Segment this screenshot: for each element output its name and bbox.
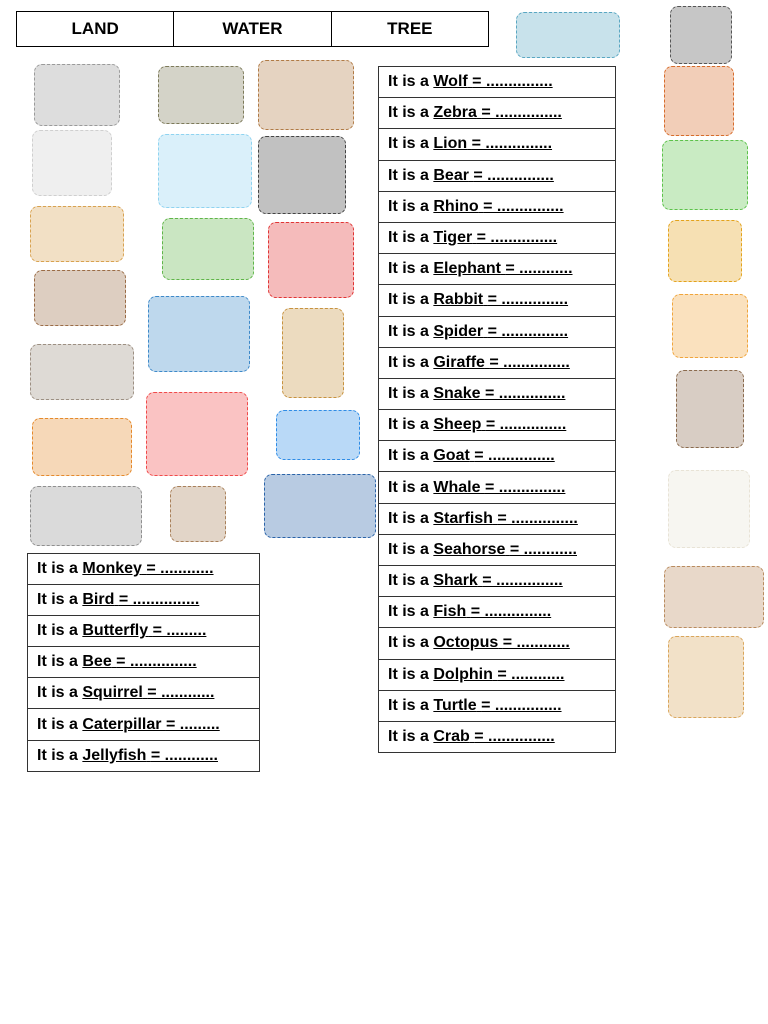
answer-blank[interactable]: = ............ — [502, 634, 570, 652]
answer-blank[interactable]: = ............... — [482, 572, 563, 590]
fish-picture — [276, 410, 360, 460]
answer-row — [379, 503, 616, 534]
answer-cell — [379, 285, 616, 316]
animal-name: Snake — [433, 384, 481, 402]
answer-cell — [379, 503, 616, 534]
answer-row — [379, 566, 616, 597]
answer-blank[interactable]: = ............... — [472, 73, 553, 91]
sentence-prefix: It is a — [388, 166, 429, 184]
bee-picture — [668, 220, 742, 282]
crab-picture — [158, 66, 244, 124]
answer-cell — [379, 254, 616, 285]
lion-picture — [30, 206, 124, 262]
sentence-prefix: It is a — [388, 634, 429, 652]
sheep-picture — [668, 470, 750, 548]
sentence-prefix: It is a — [37, 715, 78, 733]
answer-cell — [379, 129, 616, 160]
answer-blank[interactable]: = ......... — [152, 622, 207, 640]
sentence-prefix: It is a — [388, 728, 429, 746]
animal-name: Goat — [433, 447, 470, 465]
animal-name: Starfish — [433, 509, 493, 527]
octopus-picture — [146, 392, 248, 476]
toucan-picture — [258, 136, 346, 214]
animal-name: Elephant — [433, 260, 501, 278]
animal-name: Giraffe — [433, 353, 485, 371]
butterfly-picture — [672, 294, 748, 358]
answer-blank[interactable]: = ............ — [505, 260, 573, 278]
answer-row — [28, 585, 260, 616]
animal-name: Shark — [433, 572, 478, 590]
sentence-prefix: It is a — [388, 416, 429, 434]
shark-picture — [516, 12, 620, 58]
animal-name: Crab — [433, 728, 470, 746]
rabbit-picture — [170, 486, 226, 542]
answer-row — [379, 98, 616, 129]
animal-name: Bee — [82, 653, 112, 671]
sentence-prefix: It is a — [388, 509, 429, 527]
answer-row — [379, 472, 616, 503]
answer-cell — [379, 597, 616, 628]
sentence-prefix: It is a — [388, 478, 429, 496]
animal-name: Spider — [433, 322, 484, 340]
answer-row — [379, 129, 616, 160]
answer-blank[interactable]: = ............ — [497, 665, 565, 683]
animal-name: Rabbit — [433, 291, 484, 309]
answer-row — [379, 316, 616, 347]
answer-blank[interactable]: = ............ — [147, 684, 215, 702]
answer-blank[interactable]: = ............... — [489, 353, 570, 371]
animal-name: Bear — [433, 166, 469, 184]
answer-cell — [379, 316, 616, 347]
tiger-picture — [32, 418, 132, 476]
answer-blank[interactable]: = ......... — [165, 715, 220, 733]
answer-cell — [379, 628, 616, 659]
answer-row — [379, 659, 616, 690]
answer-row — [379, 597, 616, 628]
goat-picture — [676, 370, 744, 448]
answer-blank[interactable]: = ............ — [146, 560, 214, 578]
sentence-prefix: It is a — [388, 197, 429, 215]
animal-name: Butterfly — [82, 622, 149, 640]
answer-cell — [379, 721, 616, 752]
sentence-prefix: It is a — [388, 104, 429, 122]
answer-row — [379, 347, 616, 378]
answer-row — [379, 254, 616, 285]
answer-blank[interactable]: = ............... — [484, 478, 566, 496]
answer-row — [28, 616, 260, 647]
monkey-picture — [258, 60, 354, 130]
jellyfish-picture — [158, 134, 252, 208]
answer-blank[interactable]: = ............... — [487, 291, 569, 309]
squirrel-picture — [664, 66, 734, 136]
sentence-prefix: It is a — [388, 447, 429, 465]
sentence-prefix: It is a — [37, 591, 78, 609]
answer-row — [379, 222, 616, 253]
answer-row — [28, 709, 260, 740]
answer-cell — [379, 191, 616, 222]
sentence-prefix: It is a — [388, 696, 429, 714]
sentence-prefix: It is a — [388, 73, 429, 91]
answer-cell — [379, 222, 616, 253]
answer-blank[interactable]: = ............... — [118, 591, 200, 609]
animal-name: Jellyfish — [82, 746, 147, 764]
answer-cell — [379, 410, 616, 441]
answer-cell — [379, 472, 616, 503]
answer-row — [379, 441, 616, 472]
answer-blank[interactable]: = ............... — [487, 322, 569, 340]
answer-blank[interactable]: = ............ — [509, 540, 577, 558]
header-tree: TREE — [331, 12, 488, 47]
answer-row — [28, 740, 260, 771]
animal-name: Bird — [82, 591, 115, 609]
answer-blank[interactable]: = ............... — [485, 416, 567, 434]
answer-cell — [28, 585, 260, 616]
sentence-prefix: It is a — [388, 603, 429, 621]
elephant-picture — [30, 486, 142, 546]
animal-name: Wolf — [433, 73, 468, 91]
answer-cell — [379, 98, 616, 129]
sentence-prefix: It is a — [388, 135, 429, 153]
header-water: WATER — [174, 12, 331, 47]
answer-cell — [379, 67, 616, 98]
answer-blank[interactable]: = ............... — [483, 197, 564, 215]
answer-blank[interactable]: = ............... — [476, 229, 558, 247]
answer-blank[interactable]: = ............... — [470, 603, 552, 621]
right-answer-table — [378, 66, 616, 753]
animal-name: Squirrel — [82, 684, 143, 702]
animal-name: Monkey — [82, 560, 142, 578]
answer-cell — [28, 709, 260, 740]
answer-cell — [379, 566, 616, 597]
animal-name: Rhino — [433, 197, 479, 215]
answer-row — [379, 690, 616, 721]
animal-name: Zebra — [433, 104, 477, 122]
answer-cell — [379, 690, 616, 721]
answer-blank[interactable]: = ............... — [474, 447, 555, 465]
answer-row — [379, 721, 616, 752]
rhino-picture — [30, 344, 134, 400]
sentence-prefix: It is a — [37, 622, 78, 640]
answer-cell — [28, 616, 260, 647]
bear-picture — [34, 270, 126, 326]
sentence-prefix: It is a — [388, 353, 429, 371]
answer-blank[interactable]: = ............... — [484, 384, 566, 402]
sentence-prefix: It is a — [388, 291, 429, 309]
starfish-picture — [268, 222, 354, 298]
sentence-prefix: It is a — [37, 746, 78, 764]
sentence-prefix: It is a — [388, 540, 429, 558]
seahorse-picture — [282, 308, 344, 398]
animal-name: Dolphin — [433, 665, 493, 683]
answer-cell — [379, 160, 616, 191]
category-header — [16, 11, 489, 47]
snake-picture — [664, 566, 764, 628]
answer-row — [28, 678, 260, 709]
animal-name: Octopus — [433, 634, 499, 652]
left-answer-table — [27, 553, 260, 772]
answer-cell — [28, 678, 260, 709]
caterpillar-picture — [662, 140, 748, 210]
answer-cell — [28, 554, 260, 585]
sentence-prefix: It is a — [388, 665, 429, 683]
answer-blank[interactable]: = ............... — [481, 104, 562, 122]
animal-name: Caterpillar — [82, 715, 162, 733]
sentence-prefix: It is a — [388, 229, 429, 247]
whale-picture — [264, 474, 376, 538]
answer-cell — [379, 347, 616, 378]
answer-row — [379, 285, 616, 316]
animal-name: Tiger — [433, 229, 473, 247]
answer-row — [379, 160, 616, 191]
answer-row — [379, 67, 616, 98]
animal-name: Seahorse — [433, 540, 506, 558]
dolphin-picture — [148, 296, 250, 372]
answer-blank[interactable]: = ............... — [497, 509, 578, 527]
answer-row — [379, 191, 616, 222]
sentence-prefix: It is a — [37, 684, 78, 702]
answer-row — [28, 554, 260, 585]
sentence-prefix: It is a — [388, 384, 429, 402]
animal-name: Fish — [433, 603, 467, 621]
giraffe-picture — [668, 636, 744, 718]
answer-cell — [379, 659, 616, 690]
sentence-prefix: It is a — [388, 322, 429, 340]
answer-row — [379, 628, 616, 659]
animal-name: Turtle — [433, 696, 477, 714]
answer-blank[interactable]: = ............... — [116, 653, 197, 671]
sentence-prefix: It is a — [388, 260, 429, 278]
sentence-prefix: It is a — [37, 560, 78, 578]
answer-cell — [28, 647, 260, 678]
answer-blank[interactable]: = ............... — [474, 728, 555, 746]
turtle-picture — [162, 218, 254, 280]
sentence-prefix: It is a — [388, 572, 429, 590]
answer-row — [28, 647, 260, 678]
answer-cell — [379, 441, 616, 472]
header-land: LAND — [17, 12, 174, 47]
answer-row — [379, 378, 616, 409]
answer-cell — [379, 378, 616, 409]
spider-picture — [670, 6, 732, 64]
animal-name: Lion — [433, 135, 468, 153]
answer-blank[interactable]: = ............... — [473, 166, 554, 184]
answer-blank[interactable]: = ............... — [471, 135, 553, 153]
answer-row — [379, 410, 616, 441]
answer-blank[interactable]: = ............... — [481, 696, 562, 714]
answer-cell — [379, 534, 616, 565]
wolf-picture — [34, 64, 120, 126]
animal-name: Whale — [433, 478, 481, 496]
zebra-picture — [32, 130, 112, 196]
answer-blank[interactable]: = ............ — [150, 746, 218, 764]
answer-cell — [28, 740, 260, 771]
sentence-prefix: It is a — [37, 653, 78, 671]
answer-row — [379, 534, 616, 565]
animal-name: Sheep — [433, 416, 482, 434]
